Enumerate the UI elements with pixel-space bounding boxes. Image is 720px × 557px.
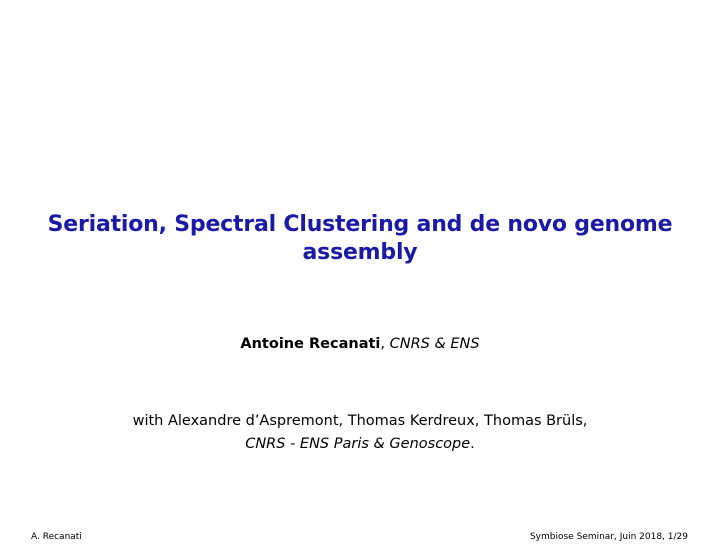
author-affiliation: CNRS & ENS <box>389 336 480 352</box>
collaborators-affiliation: CNRS - ENS Paris & Genoscope <box>245 436 471 452</box>
footer-event-page: Symbiose Seminar, Juin 2018, 1/29 <box>529 532 688 542</box>
collaborators-names: with Alexandre d’Aspremont, Thomas Kerdreux, Thomas Brüls, <box>132 413 588 429</box>
author-line <box>0 335 720 353</box>
author-name: Antoine Recanati <box>240 336 381 352</box>
collaborators-period: . <box>470 436 475 452</box>
footer-author: A. Recanati <box>31 532 82 542</box>
slide-title-line-1: Seriation, Spectral Clustering and de novo genome <box>47 212 673 237</box>
slide-title-line-2: assembly <box>302 240 418 265</box>
collaborators-affiliation-line <box>0 434 720 454</box>
slide-title <box>20 211 700 267</box>
author-separator: , <box>380 336 390 352</box>
